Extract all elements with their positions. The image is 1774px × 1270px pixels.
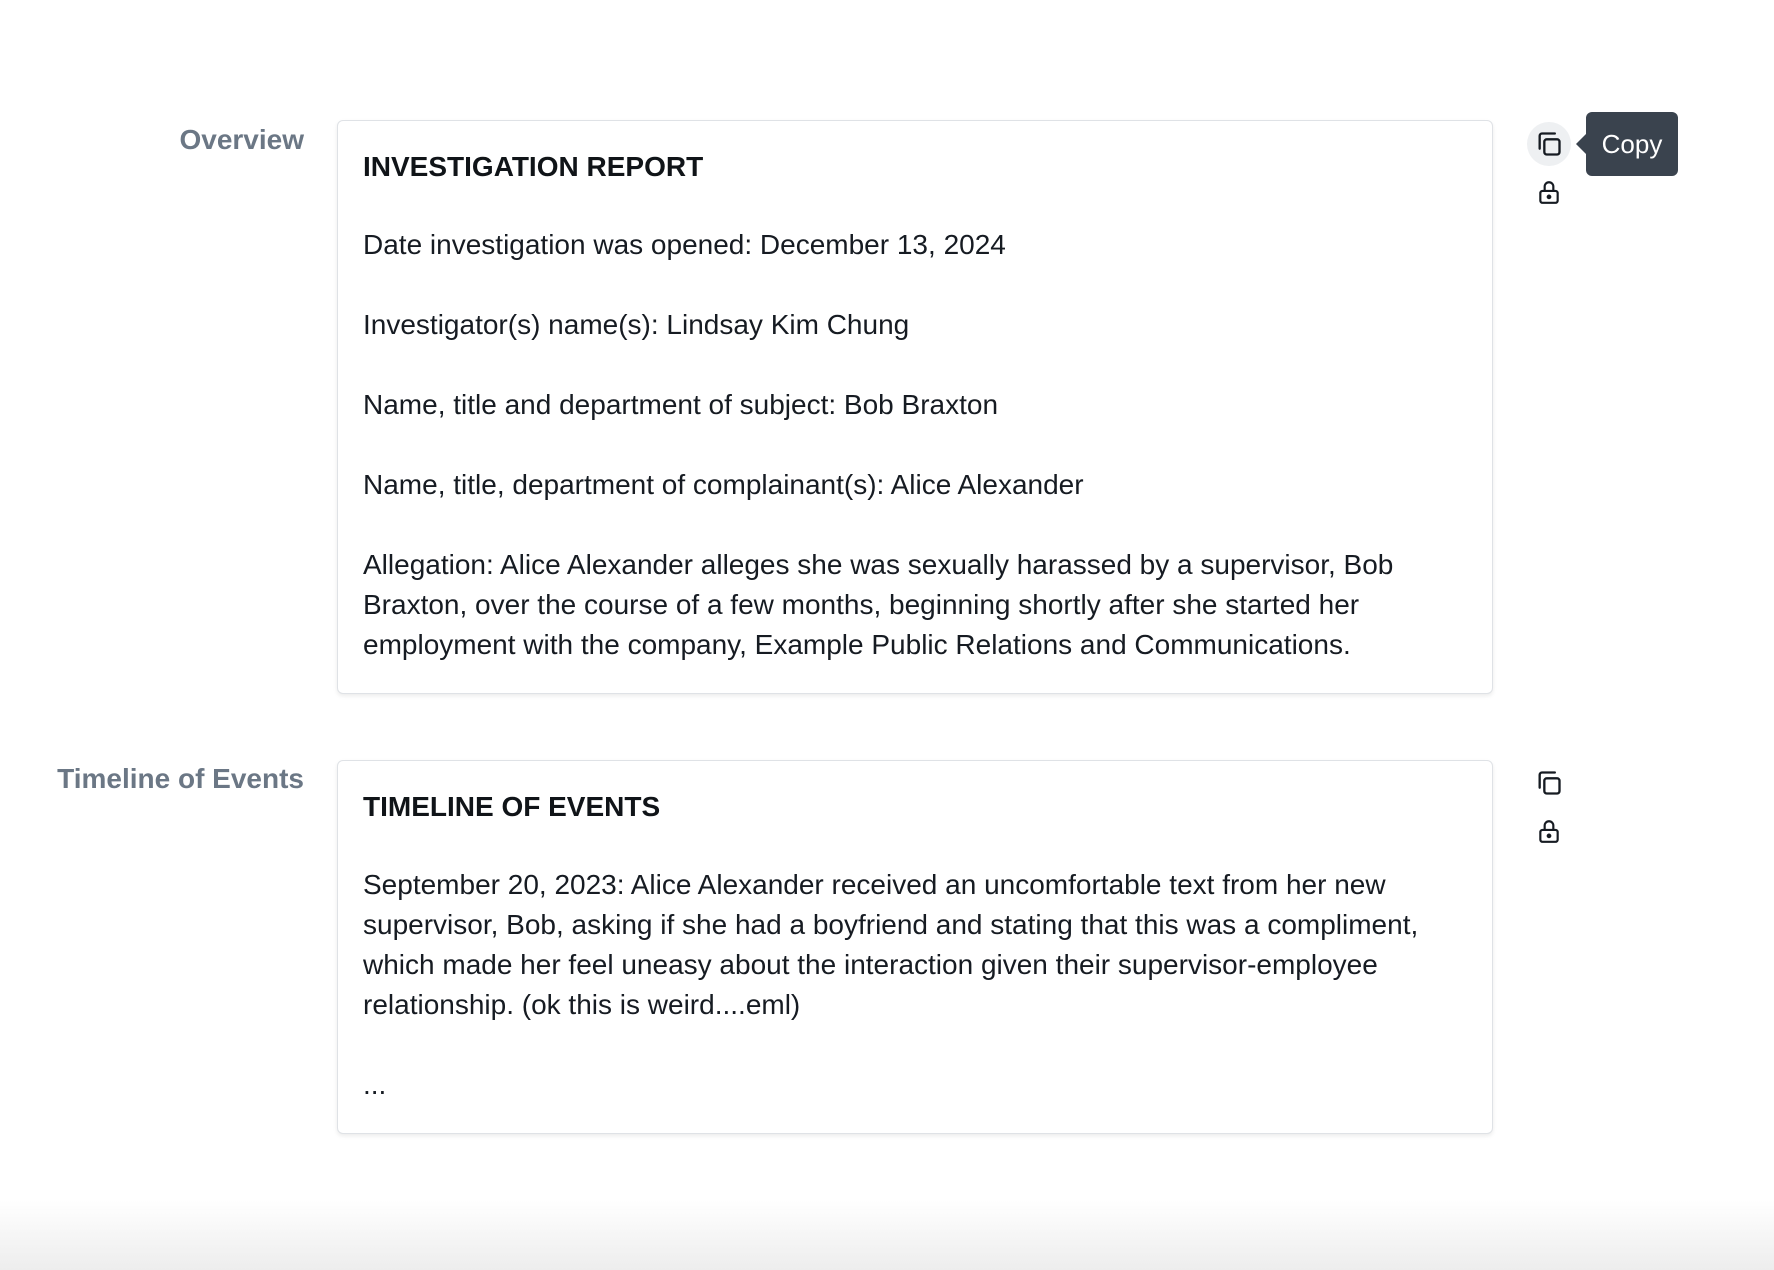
timeline-copy-button[interactable]	[1527, 761, 1571, 805]
page-bottom-fade	[0, 1200, 1774, 1270]
copy-icon	[1535, 769, 1563, 797]
overview-lock-button[interactable]	[1527, 170, 1571, 214]
timeline-lock-button[interactable]	[1527, 809, 1571, 853]
timeline-paragraph: September 20, 2023: Alice Alexander received an uncomfortable text from her new supervisor, Bob, asking if she had a boyfriend and stating that this was a compliment, which made her feel uneasy about the interaction given their supervisor-employee relationship. (ok this is weird....eml)	[363, 869, 1419, 1020]
overview-label: Overview	[179, 124, 304, 155]
overview-card[interactable]	[337, 120, 1493, 694]
timeline-card-title: TIMELINE OF EVENTS	[363, 791, 661, 822]
overview-paragraph: Name, title and department of subject: Bob Braxton	[363, 389, 999, 420]
timeline-card[interactable]	[337, 760, 1493, 1134]
lock-icon	[1536, 178, 1562, 206]
overview-paragraph: Allegation: Alice Alexander alleges she was sexually harassed by a supervisor, Bob Braxton, over the course of a few months, beginning shortly after she started her employment with the company, Example Public Relations and Communications.	[363, 549, 1394, 660]
lock-icon	[1536, 817, 1562, 845]
overview-paragraph: Date investigation was opened: December 13, 2024	[363, 229, 1006, 260]
overview-paragraph: Name, title, department of complainant(s): Alice Alexander	[363, 469, 1084, 500]
timeline-label: Timeline of Events	[57, 763, 304, 794]
timeline-paragraph: ...	[363, 1069, 387, 1100]
overview-paragraph: Investigator(s) name(s): Lindsay Kim Chung	[363, 309, 910, 340]
copy-tooltip: Copy	[1586, 112, 1678, 176]
overview-copy-button[interactable]	[1527, 122, 1571, 166]
timeline-actions	[1527, 761, 1571, 853]
copy-icon	[1535, 130, 1563, 158]
overview-card-title: INVESTIGATION REPORT	[363, 151, 704, 182]
overview-actions	[1527, 122, 1571, 214]
